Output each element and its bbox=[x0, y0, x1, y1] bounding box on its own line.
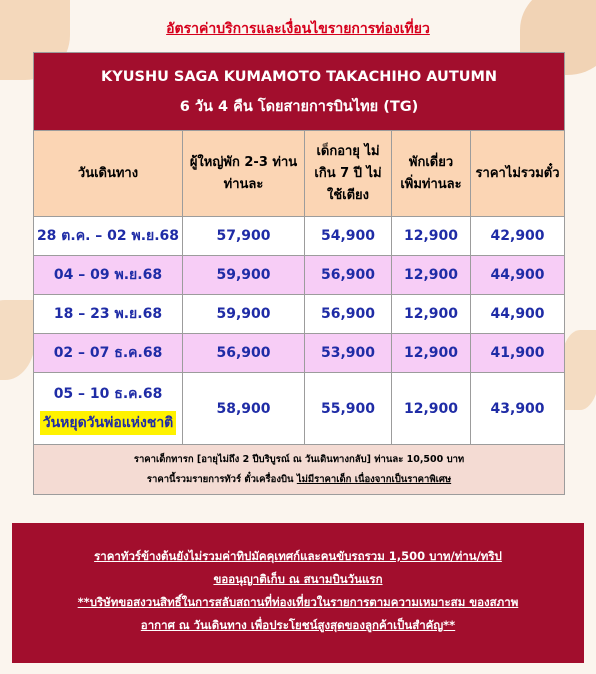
cell-date: 02 – 07 ธ.ค.68 bbox=[34, 334, 183, 373]
holiday-label: วันหยุดวันพ่อแห่งชาติ bbox=[40, 411, 177, 435]
cell-date: 04 – 09 พ.ย.68 bbox=[34, 256, 183, 295]
cell-child-price: 54,900 bbox=[305, 217, 392, 256]
autumn-leaf-decoration bbox=[0, 300, 35, 380]
cell-single-supplement: 12,900 bbox=[392, 373, 471, 445]
itinerary-change-note: **บริษัทขอสงวนสิทธิ์ในการสลับสถานที่ท่องเที่ยวในรายการตามความเหมาะสม ของสภาพ bbox=[77, 595, 519, 609]
table-row bbox=[34, 373, 565, 445]
column-header-no-ticket: ราคาไม่รวมตั๋ว bbox=[471, 131, 565, 217]
cell-child-price: 56,900 bbox=[305, 256, 392, 295]
cell-no-ticket-price: 43,900 bbox=[471, 373, 565, 445]
cell-adult-price: 59,900 bbox=[183, 256, 305, 295]
infant-price-note: ราคาเด็กทารก [อายุไม่ถึง 2 ปีบริบูรณ์ ณ วันเดินทางกลับ] ท่านละ 10,500 บาท bbox=[133, 453, 465, 465]
cell-date bbox=[34, 373, 183, 445]
cell-single-supplement: 12,900 bbox=[392, 295, 471, 334]
cell-no-ticket-price: 44,900 bbox=[471, 256, 565, 295]
price-inclusion-text: ราคานี้รวมรายการทัวร์ ตั๋วเครื่องบิน bbox=[146, 473, 297, 485]
header-row bbox=[34, 131, 565, 217]
cell-child-price: 55,900 bbox=[305, 373, 392, 445]
cell-adult-price: 56,900 bbox=[183, 334, 305, 373]
column-header-single: พักเดี่ยว เพิ่มท่านละ bbox=[392, 131, 471, 217]
title-row bbox=[34, 53, 565, 131]
cell-no-ticket-price: 41,900 bbox=[471, 334, 565, 373]
column-header-child: เด็กอายุ ไม่เกิน 7 ปี ไม่ใช้เตียง bbox=[305, 131, 392, 217]
price-table-container bbox=[33, 52, 564, 495]
cell-date-text: 05 – 10 ธ.ค.68 bbox=[53, 385, 163, 402]
cell-date: 28 ต.ค. – 02 พ.ย.68 bbox=[34, 217, 183, 256]
tour-title-line1: KYUSHU SAGA KUMAMOTO TAKACHIHO AUTUMN bbox=[100, 68, 498, 85]
cell-date: 18 – 23 พ.ย.68 bbox=[34, 295, 183, 334]
cell-adult-price: 58,900 bbox=[183, 373, 305, 445]
page-heading: อัตราค่าบริการและเงื่อนไขรายการท่องเที่ยว bbox=[166, 21, 430, 37]
tip-collection-note: ขออนุญาติเก็บ ณ สนามบินวันแรก bbox=[213, 572, 383, 586]
table-row bbox=[34, 256, 565, 295]
tour-title bbox=[34, 53, 565, 131]
cell-no-ticket-price: 42,900 bbox=[471, 217, 565, 256]
cell-single-supplement: 12,900 bbox=[392, 217, 471, 256]
tour-title-line2: 6 วัน 4 คืน โดยสายการบินไทย (TG) bbox=[179, 98, 419, 115]
terms-box bbox=[12, 523, 584, 663]
autumn-leaf-decoration bbox=[560, 330, 596, 410]
cell-single-supplement: 12,900 bbox=[392, 334, 471, 373]
cell-adult-price: 57,900 bbox=[183, 217, 305, 256]
cell-adult-price: 59,900 bbox=[183, 295, 305, 334]
table-row bbox=[34, 334, 565, 373]
cell-child-price: 56,900 bbox=[305, 295, 392, 334]
price-inclusion-note bbox=[40, 470, 558, 490]
no-child-price-note: ไม่มีราคาเด็ก เนื่องจากเป็นราคาพิเศษ bbox=[296, 473, 452, 485]
price-table bbox=[33, 52, 565, 495]
tip-note: ราคาทัวร์ข้างต้นยังไม่รวมค่าทิปมัคคุเทศก์และคนขับรถรวม 1,500 บาท/ท่าน/ทริป bbox=[94, 549, 502, 563]
note-row bbox=[34, 445, 565, 495]
itinerary-change-note-cont: อากาศ ณ วันเดินทาง เพื่อประโยชน์สูงสุดของลูกค้าเป็นสำคัญ** bbox=[140, 618, 456, 632]
cell-no-ticket-price: 44,900 bbox=[471, 295, 565, 334]
table-row bbox=[34, 295, 565, 334]
cell-child-price: 53,900 bbox=[305, 334, 392, 373]
column-header-date: วันเดินทาง bbox=[34, 131, 183, 217]
price-notes bbox=[34, 445, 565, 495]
cell-single-supplement: 12,900 bbox=[392, 256, 471, 295]
table-row bbox=[34, 217, 565, 256]
column-header-adult: ผู้ใหญ่พัก 2-3 ท่าน ท่านละ bbox=[183, 131, 305, 217]
